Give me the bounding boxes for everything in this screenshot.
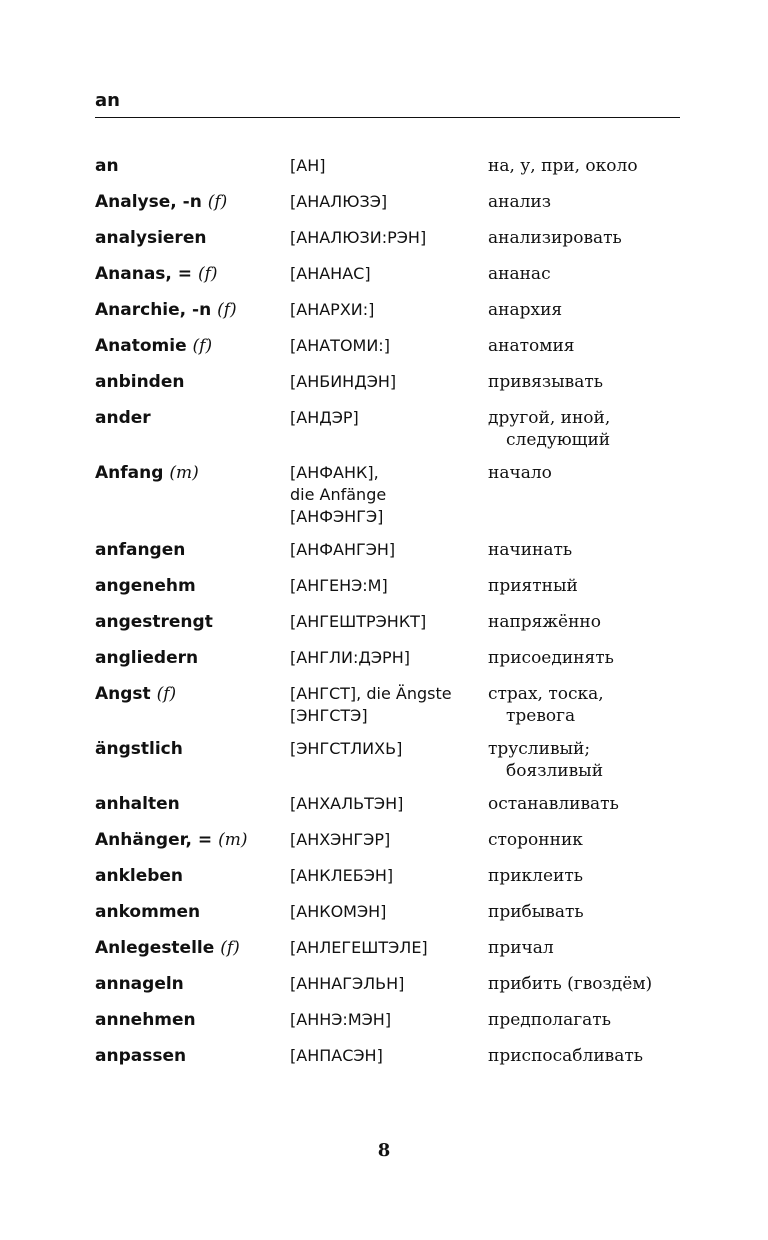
- headword: [95, 153, 290, 180]
- translation-line: приятный: [488, 576, 578, 596]
- pronunciation: [АНФАНГЭН]: [290, 540, 396, 559]
- dictionary-entry: [95, 573, 695, 600]
- dictionary-entry: [95, 369, 695, 396]
- headword: [95, 863, 290, 890]
- headword-text: Anlegestelle: [95, 938, 215, 958]
- headword: [95, 1007, 290, 1034]
- translation: [488, 736, 698, 782]
- grammar-label: (f): [197, 264, 218, 284]
- translation: [488, 827, 698, 851]
- headword-text: Ananas, =: [95, 264, 193, 284]
- translation-line: анализировать: [488, 228, 622, 248]
- pronunciation: [АНКОМЭН]: [290, 902, 387, 921]
- translation: [488, 225, 698, 249]
- translation: [488, 369, 698, 393]
- headword: [95, 333, 290, 360]
- translation-line: следующий: [506, 430, 611, 450]
- translation-line: напряжённо: [488, 612, 601, 632]
- headword-text: Anfang: [95, 463, 164, 483]
- pronunciation: [АНАЛЮЗЭ]: [290, 192, 388, 211]
- translation-line: привязывать: [488, 372, 604, 392]
- translation-line: причал: [488, 938, 554, 958]
- headword: [95, 1043, 290, 1070]
- pronunciation: [АНДЭР]: [290, 408, 359, 427]
- pronunciation: [АНАТОМИ:]: [290, 336, 390, 355]
- entry-list: [95, 153, 695, 1079]
- headword: [95, 537, 290, 564]
- headword-text: angliedern: [95, 648, 199, 668]
- grammar-label: (f): [156, 684, 177, 704]
- grammar-label: (m): [218, 830, 248, 850]
- headword: [95, 573, 290, 600]
- translation: [488, 261, 698, 285]
- pronunciation: [АННЭ:МЭН]: [290, 1010, 392, 1029]
- headword: [95, 609, 290, 636]
- pronunciation: [АНФАНК], die Anfänge [АНФЭНГЭ]: [290, 463, 387, 526]
- dictionary-entry: [95, 791, 695, 818]
- headword-text: Anhänger, =: [95, 830, 213, 850]
- translation-line: анархия: [488, 300, 563, 320]
- headword-text: Angst: [95, 684, 151, 704]
- translation: [488, 460, 698, 484]
- headword-text: ängstlich: [95, 739, 183, 759]
- headword-text: ander: [95, 408, 151, 428]
- headword: [95, 645, 290, 672]
- headword-text: anfangen: [95, 540, 186, 560]
- translation-line: прибывать: [488, 902, 584, 922]
- translation: [488, 609, 698, 633]
- translation: [488, 153, 698, 177]
- translation-line: тревога: [506, 706, 576, 726]
- pronunciation: [АНХЭНГЭР]: [290, 830, 391, 849]
- headword: [95, 405, 290, 432]
- headword-text: an: [95, 156, 119, 176]
- headword-text: Analyse, -n: [95, 192, 202, 212]
- dictionary-entry: [95, 736, 695, 782]
- translation: [488, 863, 698, 887]
- translation: [488, 297, 698, 321]
- headword-text: analysieren: [95, 228, 207, 248]
- translation: [488, 405, 698, 451]
- headword: [95, 736, 290, 763]
- dictionary-entry: [95, 225, 695, 252]
- dictionary-entry: [95, 971, 695, 998]
- grammar-label: (f): [207, 192, 228, 212]
- translation: [488, 1007, 698, 1031]
- pronunciation: [АНГЕШТРЭНКТ]: [290, 612, 427, 631]
- pronunciation: [АНГСТ], die Ängste [ЭНГСТЭ]: [290, 684, 452, 725]
- dictionary-entry: [95, 1007, 695, 1034]
- headword: [95, 189, 290, 216]
- dictionary-entry: [95, 681, 695, 727]
- translation-line: страх, тоска,: [488, 684, 604, 704]
- dictionary-entry: [95, 460, 695, 528]
- pronunciation: [АНГЕНЭ:М]: [290, 576, 388, 595]
- grammar-label: (f): [192, 336, 213, 356]
- headword: [95, 899, 290, 926]
- headword: [95, 225, 290, 252]
- translation-line: боязливый: [506, 761, 604, 781]
- headword: [95, 369, 290, 396]
- translation: [488, 935, 698, 959]
- translation: [488, 189, 698, 213]
- translation-line: прибить (гвоздём): [488, 974, 653, 994]
- translation: [488, 1043, 698, 1067]
- page-number: 8: [377, 1140, 391, 1161]
- pronunciation: [АНГЛИ:ДЭРН]: [290, 648, 410, 667]
- headword-text: anbinden: [95, 372, 185, 392]
- dictionary-entry: [95, 935, 695, 962]
- translation-line: останавливать: [488, 794, 619, 814]
- dictionary-entry: [95, 189, 695, 216]
- translation: [488, 333, 698, 357]
- pronunciation: [АНБИНДЭН]: [290, 372, 397, 391]
- translation-line: приклеить: [488, 866, 584, 886]
- dictionary-entry: [95, 645, 695, 672]
- translation: [488, 791, 698, 815]
- headword-text: ankommen: [95, 902, 201, 922]
- translation: [488, 537, 698, 561]
- headword: [95, 261, 290, 288]
- translation-line: анализ: [488, 192, 552, 212]
- headword: [95, 681, 290, 708]
- dictionary-entry: [95, 899, 695, 926]
- translation-line: на, у, при, около: [488, 156, 638, 176]
- headword-text: annageln: [95, 974, 184, 994]
- dictionary-entry: [95, 261, 695, 288]
- headword: [95, 297, 290, 324]
- translation-line: анатомия: [488, 336, 575, 356]
- dictionary-entry: [95, 333, 695, 360]
- translation-line: сторонник: [488, 830, 583, 850]
- headword-text: annehmen: [95, 1010, 196, 1030]
- dictionary-entry: [95, 405, 695, 451]
- headword-text: Anarchie, -n: [95, 300, 212, 320]
- translation-line: трусливый;: [488, 739, 591, 759]
- headword: [95, 935, 290, 962]
- headword-text: anpassen: [95, 1046, 187, 1066]
- dictionary-entry: [95, 297, 695, 324]
- translation-line: приспосабливать: [488, 1046, 644, 1066]
- pronunciation: [АНХАЛЬТЭН]: [290, 794, 404, 813]
- translation-line: присоединять: [488, 648, 614, 668]
- translation-line: предполагать: [488, 1010, 611, 1030]
- headword-text: angestrengt: [95, 612, 213, 632]
- translation: [488, 971, 698, 995]
- grammar-label: (m): [169, 463, 199, 483]
- headword: [95, 791, 290, 818]
- pronunciation: [АНПАСЭН]: [290, 1046, 383, 1065]
- pronunciation: [АНАНАС]: [290, 264, 371, 283]
- headword-text: Anatomie: [95, 336, 187, 356]
- translation-line: начало: [488, 463, 552, 483]
- translation: [488, 681, 698, 727]
- headword: [95, 971, 290, 998]
- running-head: an: [95, 90, 120, 111]
- headword-text: anhalten: [95, 794, 180, 814]
- translation-line: другой, иной,: [488, 408, 611, 428]
- translation: [488, 573, 698, 597]
- dictionary-entry: [95, 1043, 695, 1070]
- pronunciation: [АНКЛЕБЭН]: [290, 866, 394, 885]
- translation: [488, 899, 698, 923]
- pronunciation: [АНАЛЮЗИ:РЭН]: [290, 228, 427, 247]
- translation-line: ананас: [488, 264, 551, 284]
- grammar-label: (f): [217, 300, 237, 320]
- pronunciation: [АНЛЕГЕШТЭЛЕ]: [290, 938, 428, 957]
- pronunciation: [АНАРХИ:]: [290, 300, 375, 319]
- translation-line: начинать: [488, 540, 573, 560]
- pronunciation: [АННАГЭЛЬН]: [290, 974, 405, 993]
- pronunciation: [АН]: [290, 156, 326, 175]
- dictionary-entry: [95, 827, 695, 854]
- dictionary-entry: [95, 537, 695, 564]
- dictionary-entry: [95, 153, 695, 180]
- headword-text: ankleben: [95, 866, 184, 886]
- header-rule: [95, 117, 680, 118]
- grammar-label: (f): [220, 938, 240, 958]
- pronunciation: [ЭНГСТЛИХЬ]: [290, 739, 403, 758]
- dictionary-entry: [95, 863, 695, 890]
- headword: [95, 460, 290, 487]
- headword: [95, 827, 290, 854]
- headword-text: angenehm: [95, 576, 196, 596]
- dictionary-entry: [95, 609, 695, 636]
- translation: [488, 645, 698, 669]
